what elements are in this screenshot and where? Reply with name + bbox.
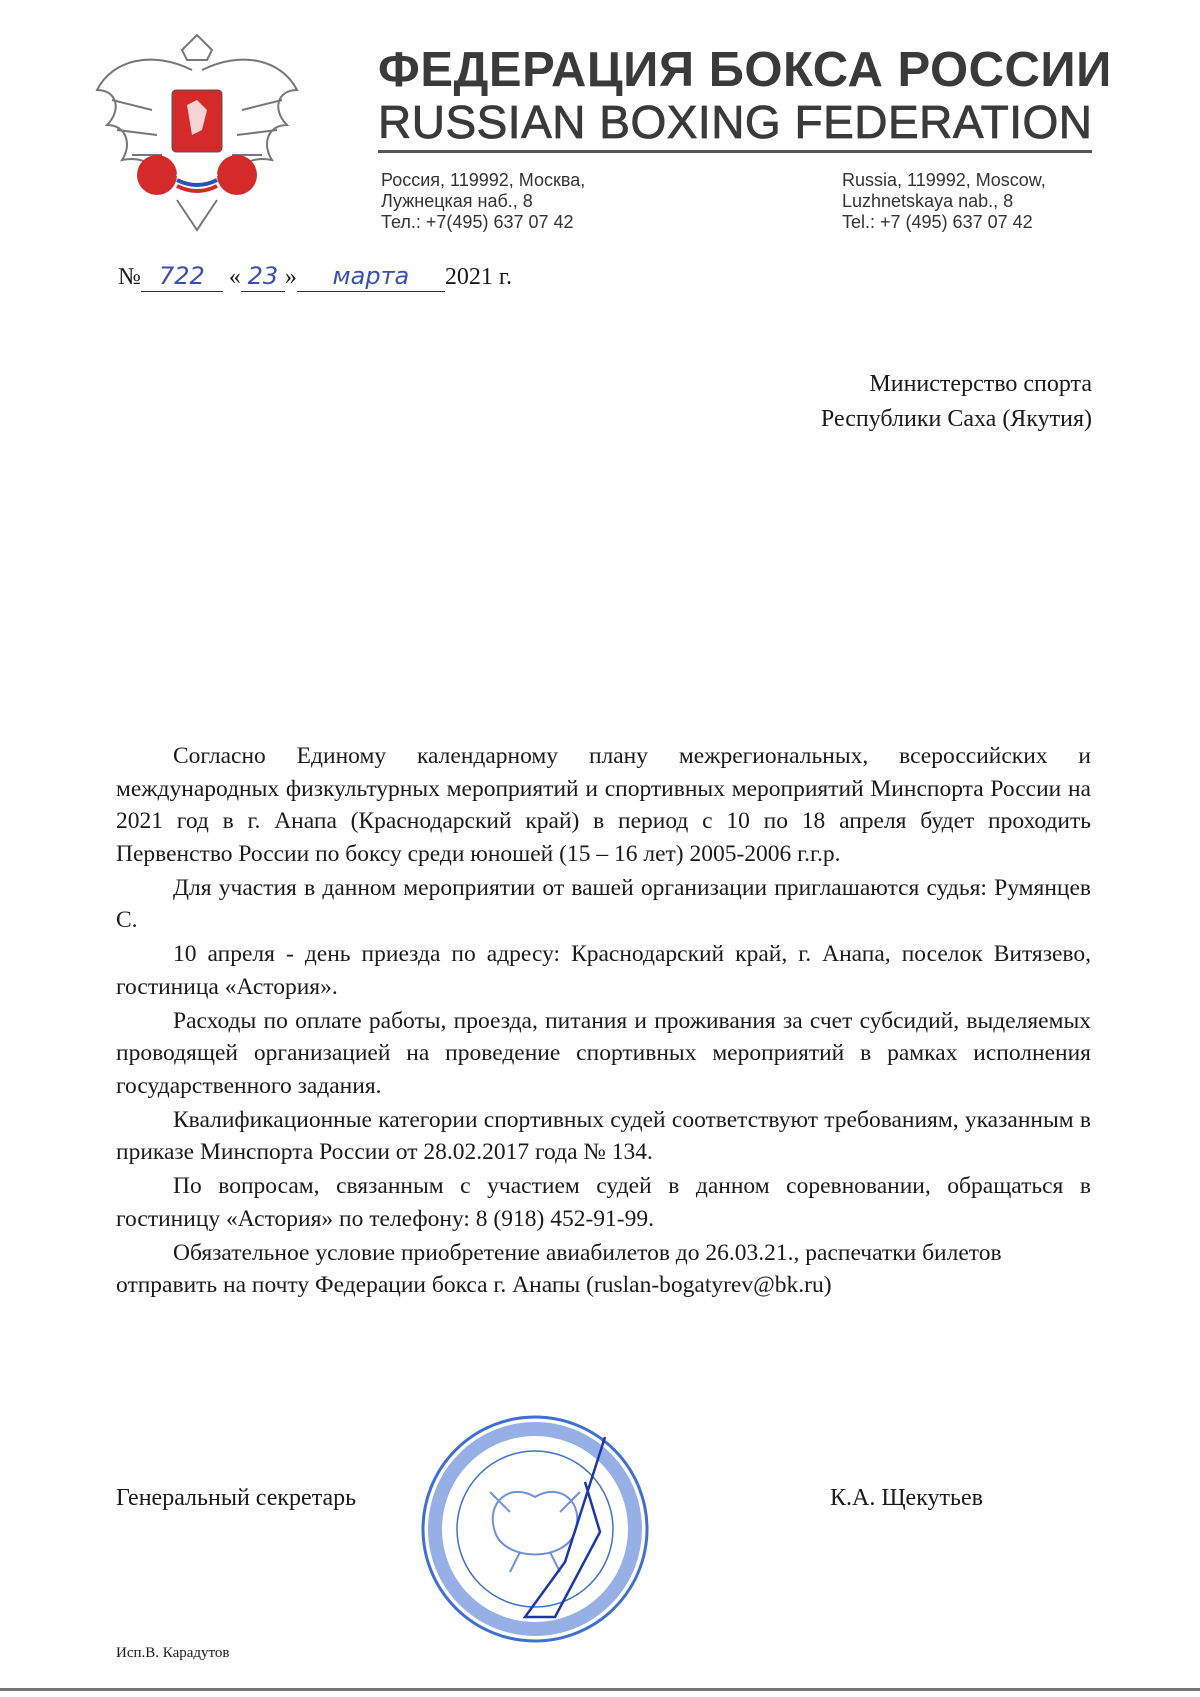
signatory-title: Генеральный секретарь [116, 1485, 357, 1511]
body-paragraph: 10 апреля - день приезда по адресу: Краснодарский край, г. Анапа, поселок Витязево, гостиница «Астория». [116, 941, 1091, 1000]
federation-title-ru: ФЕДЕРАЦИЯ БОКСА РОССИИ [378, 43, 1112, 97]
body-paragraph: Квалификационные категории спортивных судей соответствуют требованиям, указанным в приказе Минспорта России от 28.02.2017 года № 134. [116, 1106, 1091, 1165]
header-divider [378, 150, 1092, 153]
document-number: 722 [159, 262, 205, 290]
recipient-line: Республики Саха (Якутия) [820, 406, 1092, 432]
reference-line: № 722 « 23 » марта 2021 г. [118, 262, 513, 290]
number-label: № [118, 264, 141, 290]
signatory-name: К.А. Щекутьев [830, 1485, 983, 1511]
document-year: 2021 г. [444, 264, 513, 290]
body-paragraph: По вопросам, связанным с участием судей в данном соревновании, обращаться в гостиницу «Астория» по телефону: 8 (918) 452-91-99. [116, 1173, 1091, 1232]
address-en [842, 170, 1046, 233]
document-month: марта [332, 262, 410, 290]
body-paragraph: Для участия в данном мероприятии от вашей организации приглашаются судья: Румянцев С. [116, 874, 1091, 933]
federation-emblem-logo [92, 30, 302, 240]
document-day: 23 [247, 262, 279, 290]
address-line: Россия, 119992, Москва, [381, 170, 586, 190]
address-ru [381, 170, 585, 233]
federation-title-en: RUSSIAN BOXING FEDERATION [378, 96, 1093, 148]
official-stamp-with-signature [415, 1412, 655, 1647]
executor-note: Исп.В. Карадутов [116, 1645, 230, 1661]
body-paragraph: Обязательное условие приобретение авиабилетов до 26.03.21., распечатки билетов отправить на почту Федерации бокса г. Анапы (ruslan-bogatyrev@bk.ru) [116, 1239, 1002, 1298]
phone-line: Тел.: +7(495) 637 07 42 [381, 212, 574, 232]
body-paragraph: Расходы по оплате работы, проезда, питания и проживания за счет субсидий, выделяемых проводящей организацией на проведение спортивных мероприятий в рамках исполнения государственного задания. [116, 1007, 1091, 1099]
body-paragraph: Согласно Единому календарному плану межрегиональных, всероссийских и международных физкультурных мероприятий и спортивных мероприятий Минспорта России на 2021 год в г. Анапа (Краснодарский край) в период с 10 по 18 апреля будет проходить Первенство России по боксу среди юношей (15 – 16 лет) 2005-2006 г.г.р. [116, 743, 1091, 867]
address-line: Russia, 119992, Moscow, [842, 170, 1046, 190]
recipient-line: Министерство спорта [869, 371, 1092, 397]
phone-line: Tel.: +7 (495) 637 07 42 [842, 212, 1033, 232]
address-line: Luzhnetskaya nab., 8 [842, 191, 1014, 211]
address-line: Лужнецкая наб., 8 [381, 191, 533, 211]
page-bottom-edge [0, 1688, 1200, 1691]
recipient-block [821, 367, 1092, 437]
letter-body [116, 740, 1091, 1303]
